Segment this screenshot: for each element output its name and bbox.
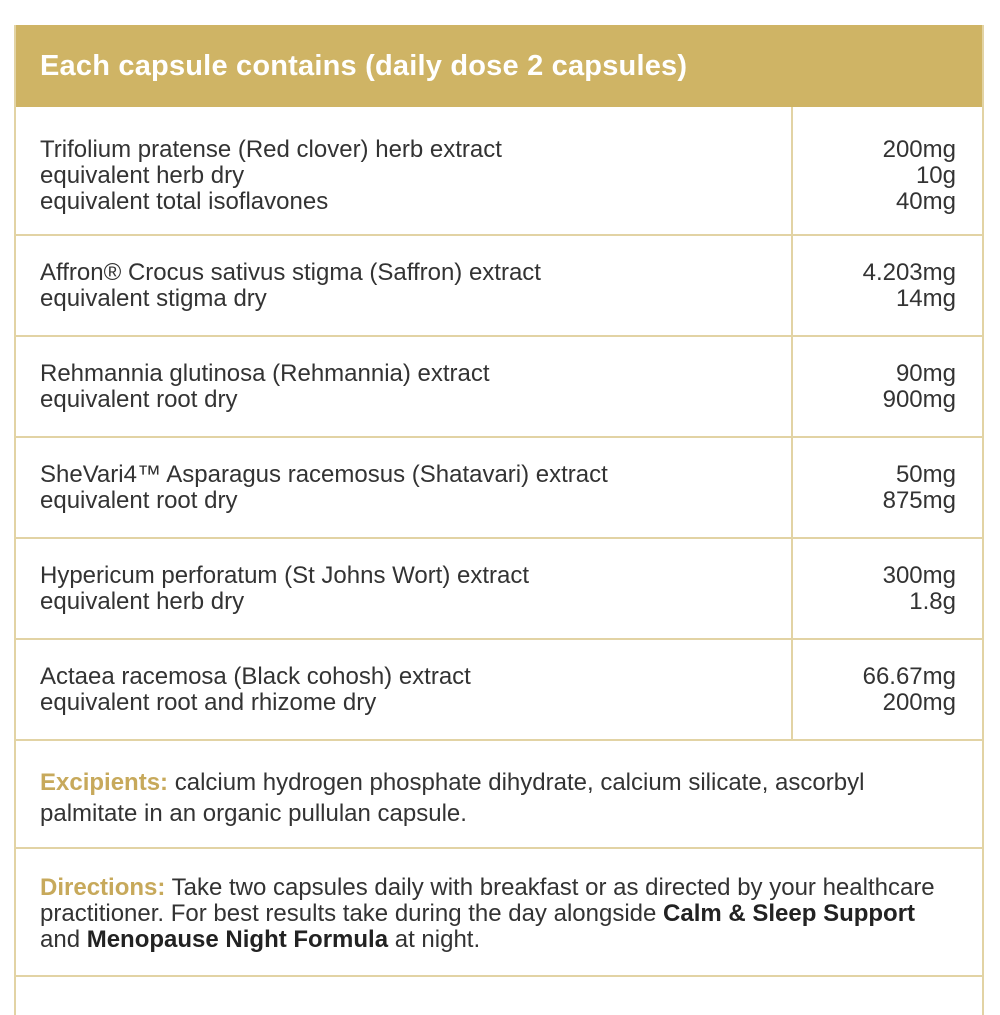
ingredient-amount: 200mg xyxy=(882,136,956,163)
product-name-menopause-night: Menopause Night Formula xyxy=(86,926,389,953)
ingredient-name-cell xyxy=(16,437,792,538)
ingredient-row xyxy=(16,107,982,235)
directions-text-connector: and xyxy=(40,926,87,953)
directions-section xyxy=(16,849,982,977)
ingredient-amount-cell xyxy=(792,538,982,639)
ingredient-line: Trifolium pratense (Red clover) herb extract xyxy=(40,136,502,163)
ingredient-line: equivalent root dry xyxy=(40,487,238,514)
panel-header xyxy=(16,25,982,107)
ingredient-name-cell xyxy=(16,538,792,639)
ingredient-amount: 900mg xyxy=(882,386,956,413)
ingredient-name-cell xyxy=(16,107,792,235)
ingredient-row xyxy=(16,336,982,437)
ingredient-line: equivalent root dry xyxy=(40,386,238,413)
ingredient-amount: 300mg xyxy=(882,562,956,589)
ingredient-amount: 14mg xyxy=(895,285,956,312)
ingredient-line: equivalent root and rhizome dry xyxy=(40,689,377,716)
ingredient-line: equivalent stigma dry xyxy=(40,285,267,312)
ingredient-amount: 875mg xyxy=(882,487,956,514)
ingredient-line: Rehmannia glutinosa (Rehmannia) extract xyxy=(40,360,490,387)
ingredient-line: SheVari4™ Asparagus racemosus (Shatavari) extract xyxy=(40,461,608,488)
ingredient-amount: 10g xyxy=(915,162,956,189)
ingredient-line: equivalent herb dry xyxy=(40,588,245,615)
ingredient-amount: 50mg xyxy=(895,461,956,488)
ingredient-amount: 4.203mg xyxy=(862,259,956,286)
ingredient-line: Hypericum perforatum (St Johns Wort) extract xyxy=(40,562,530,589)
ingredient-row xyxy=(16,538,982,639)
product-name-calm-sleep: Calm & Sleep Support xyxy=(663,900,916,927)
ingredient-name-cell xyxy=(16,235,792,336)
ingredients-table xyxy=(16,107,982,741)
directions-label: Directions: xyxy=(40,874,166,901)
ingredient-line: Actaea racemosa (Black cohosh) extract xyxy=(40,663,471,690)
ingredient-amount: 66.67mg xyxy=(862,663,956,690)
excipients-section xyxy=(16,741,982,849)
ingredient-amount: 200mg xyxy=(882,689,956,716)
ingredient-amount-cell xyxy=(792,336,982,437)
ingredient-amount-cell xyxy=(792,107,982,235)
ingredient-amount: 90mg xyxy=(895,360,956,387)
ingredient-amount-cell xyxy=(792,639,982,740)
ingredient-row xyxy=(16,639,982,740)
excipients-label: Excipients: xyxy=(40,769,169,796)
ingredient-name-cell xyxy=(16,336,792,437)
directions-text: Take two capsules daily with breakfast or as directed by your healthcare practitioner. For best results take during the day alongside xyxy=(40,874,935,927)
ingredient-row xyxy=(16,437,982,538)
ingredient-line: Affron® Crocus sativus stigma (Saffron) extract xyxy=(40,259,541,286)
panel-title: Each capsule contains (daily dose 2 capsules) xyxy=(40,49,688,82)
ingredient-line: equivalent herb dry xyxy=(40,162,245,189)
directions-text-end: at night. xyxy=(388,926,481,953)
supplement-facts-panel xyxy=(14,25,984,1015)
excipients-text: calcium hydrogen phosphate dihydrate, calcium silicate, ascorbyl palmitate in an organic pullulan capsule. xyxy=(40,769,865,827)
ingredient-name-cell xyxy=(16,639,792,740)
ingredient-amount: 1.8g xyxy=(909,588,956,615)
ingredient-amount-cell xyxy=(792,235,982,336)
ingredient-row xyxy=(16,235,982,336)
ingredient-amount: 40mg xyxy=(895,188,956,215)
ingredient-line: equivalent total isoflavones xyxy=(40,188,329,215)
ingredient-amount-cell xyxy=(792,437,982,538)
